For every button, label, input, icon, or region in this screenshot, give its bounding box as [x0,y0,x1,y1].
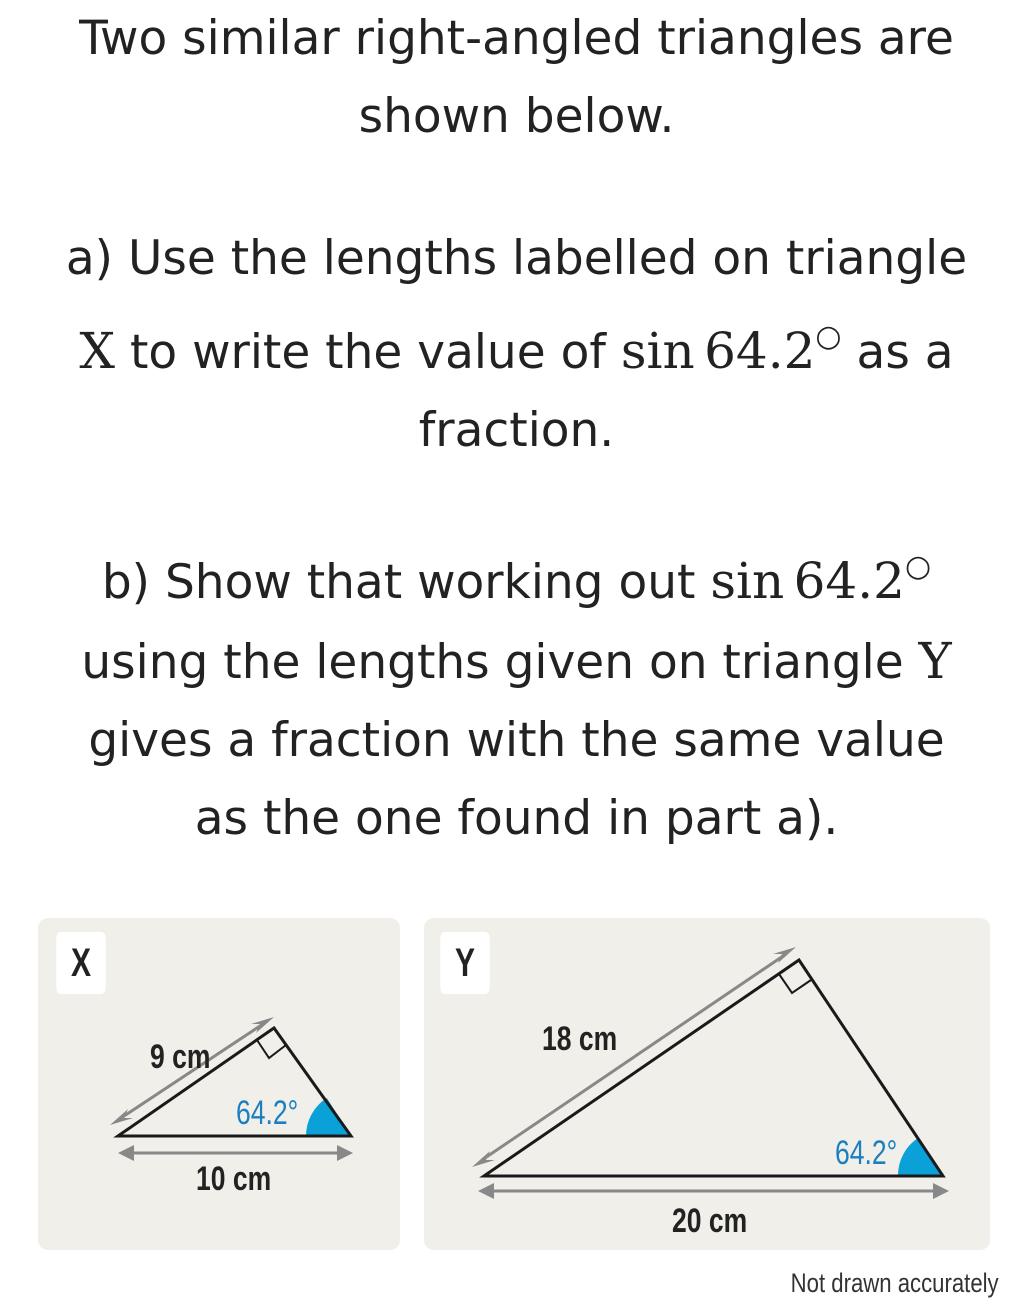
side-9cm-label: 9 cm [150,1037,211,1076]
side-18cm-label: 18 cm [542,1019,618,1058]
triangle-x-variable: X [79,322,116,380]
intro-text [0,0,1033,156]
part-b-line-4: as the one found in part a). [194,791,839,846]
part-b-text [0,528,1033,858]
arrowhead-left [478,1183,494,1199]
triangle-y-label: Y [440,932,490,994]
angle-label: 64.2° [835,1133,898,1172]
triangle-y-variable: Y [918,632,952,690]
arrowhead-right [933,1183,949,1199]
angle-label: 64.2° [236,1093,299,1132]
side-20cm-label: 20 cm [672,1201,748,1240]
part-a-text [0,220,1033,470]
side-10cm-label: 10 cm [196,1159,272,1198]
sin-function: sin [710,552,785,610]
right-angle-marker [257,1040,286,1058]
part-a-line-1: a) Use the lengths labelled on triangle [65,231,968,286]
sin-function: sin [620,322,695,380]
degree-symbol: ○ [904,549,932,584]
part-b-line-2-text: using the lengths given on triangle [81,635,919,690]
angle-value: 64.2 [793,552,905,610]
not-drawn-accurately-note: Not drawn accurately [791,1268,999,1298]
side-18cm-arrow-line [482,954,786,1160]
intro-line-2: shown below. [358,89,675,144]
part-b-line-2 [0,622,1033,702]
triangle-y-panel [424,918,990,1250]
triangle-x-diagram [38,918,400,1250]
part-a-line-2 [0,298,1033,392]
part-a-line-3: fraction. [418,403,615,458]
degree-symbol: ○ [815,319,842,354]
triangle-x-label: X [56,932,106,994]
intro-line-1: Two similar right-angled triangles are [79,11,954,66]
triangle-y-diagram [424,918,990,1250]
part-a-line-2-text: to write the value of [115,325,621,380]
part-a-line-2-after: as a [841,325,954,380]
part-b-line-1 [0,528,1033,622]
part-b-line-3: gives a fraction with the same value [88,713,945,768]
angle-value: 64.2 [704,322,816,380]
arrowhead-right [337,1145,353,1161]
right-angle-marker [779,974,811,993]
part-b-line-1-text: b) Show that working out [101,555,711,610]
arrowhead-left [118,1145,134,1161]
triangle-x-panel [38,918,400,1250]
